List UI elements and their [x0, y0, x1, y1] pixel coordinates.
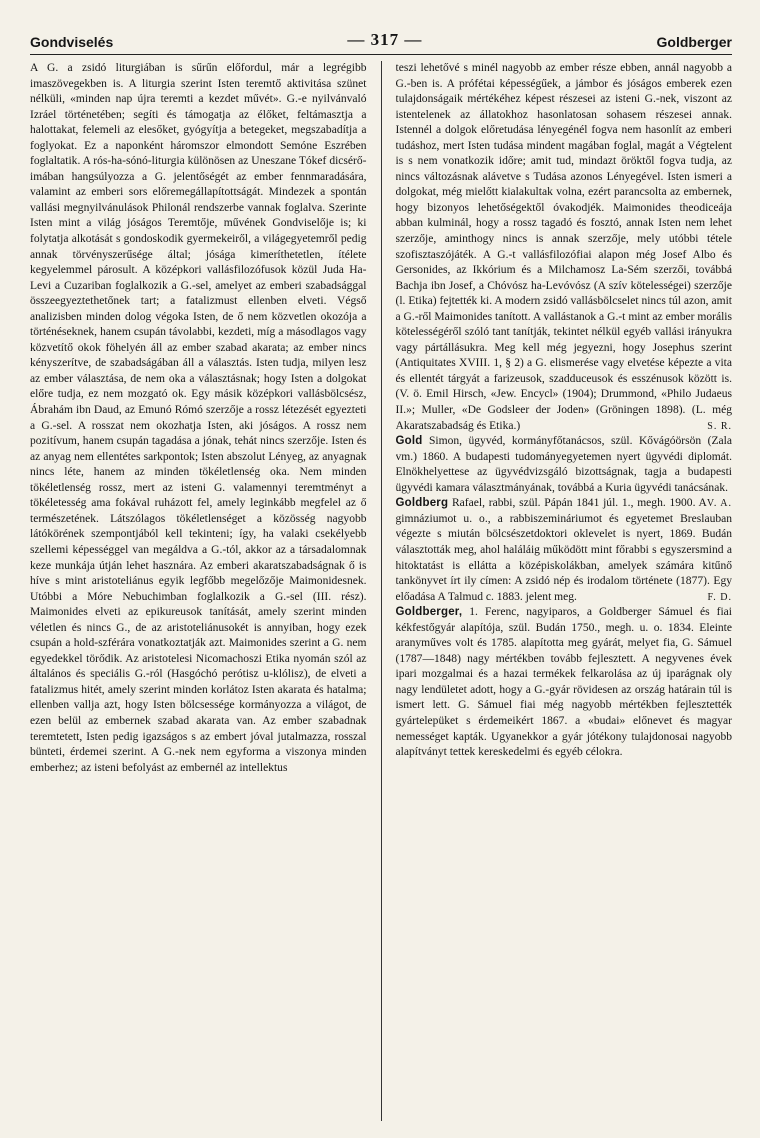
author-signature: S. R. [707, 420, 733, 432]
header-left-headword: Gondviselés [30, 34, 114, 50]
author-signature: V. A. [706, 498, 733, 510]
entry-text: Simon, ügyvéd, kormányfőtanácsos, szül. Kővágóörsön (Zala vm.) 1860. A budapesti tudományegyetemen nyert ügyvédi diplomát. Elnökhelyettese az ügyvédvizsgáló bizottságnak, tagja a budapesti ügyvédi kamara választmányának, továbbá a Kuria ügyvédi tanácsának. [395, 435, 733, 494]
right-column [396, 61, 733, 1121]
paragraph-text: teszi lehetővé s minél nagyobb az ember része ebben, annál nagyobb a G.-ben is. A prófétai képességűek, a jámbor és jóságos emberek ezen tulajdonságaik mértékéhez képest részesei az isteni G.-nek, viszont az istentelenek az állatokhoz hasonlatosan sohasem részesei annak. Istennél a dolgok előretudása lényegénél fogva nem hasonlít az emberi tudáshoz, mert Isten tudása mindent magában foglal, magát a Végtelent is s nem vonatkozik időre; amit tud, mindazt öröktől fogva tudja, az nincs változásnak alávetve s Tudása azonos Lényegével. Isten ismeri a dolgokat, még mielőtt kialakultak volna, ezért parancsolta az embernek, hogy bizonyos lehetőségektől óvakodjék. Maimonides theodiceája abban kulminál, hogy a rossz tagadó és fosztó, annak Isten nem lehet szerzője, aminthogy nincs is annak szerzője, mely utóbbi tétele szofisztaszójáték. A G.-t vallásfilozófiai alapon még Josef Albo és Gersonides, az Ikkórium és a Milchamosz La-Sém szerzői, továbbá Bachja ibn Josef, a Chóvósz ha-Levóvósz (A szív kötelességei) szerzője (l. Etika) fejtették ki. A modern zsidó vallásbölcselet nincs túl azon, amit a G.-ről Maimonides tanított. A vallástanok a G.-t mint az ember morális kötelességéről szóló tant tanítják, tekintet nélkül egyéb vallási irányukra vagy pártállásukra. Meg kell még jegyezni, hogy Josephus szerint (Antiquitates XVIII. 1, § 2) a G. elismerése vagy elvetése képezte a vita és ellentét tárgyát a farizeusok, szadduceusok és esszénusok között is. (V. ö. Emil Hirsch, «Jew. Encycl» (1904); Drummond, «Philo Judaeus II.»; Muller, «De Godsleer der Joden» (Gröningen 1898). (L. még Akaratszabadság és Etika.) [395, 62, 733, 432]
text-columns [30, 61, 732, 1121]
header-rule [30, 54, 732, 55]
left-column-text: A G. a zsidó liturgiában is sűrűn előfordul, már a legrégibb imaszövegekben is. A liturgia szerint Isten teremtő aktivitása szünet nélküli, «minden nap újra teremti a kezdet művét». G.-e nyilvánvaló Izráel történetében; segíti és támogatja az élőket, feltámasztja a halottakat, felemeli az elesőket, gyógyítja a betegeket, megszabadítja a foglyokat. Ez a naponként háromszor elmondott Semóne Eszrében foglaltatik. A rós-ha-sónó-liturgia különösen az Uneszane Tókef dicsérő-imában hangsúlyozza a G. jelentőségét az ember fennmaradására, valamint az emberi sors előremegállapítottságát. Mindezek a spontán vallási megnyilvánulások Philonál rendszerbe vannak foglalva. Szerinte Isten mint a világ jóságos Teremtője, művének Gondviselője is; ki folytatja alkotását s gondoskodik gyermekeiről, a világegyetemről pedig annak törvényszerűsége által; jósága kimeríthetetlen, ítélete kegyelemmel párosult. A középkori vallásfilozófusok közül Juda Ha-Levi a Cuzariban foglalkozik a G.-sel, amelyet az emberi szabadsággal összeegyeztethetőnek tart; a fatalizmust ellenben elveti. Végső analizisben minden dolog végoka Isten, de ő nem közvetlen okozója a történéseknek, hanem csupán távolabbi, kezdeti, míg a másodlagos vagy közvetítő okok föhelyén áll az ember szabad akarata; az ember nincs kényszerítve, de szabadságában áll a választás. Isten tudja, milyen lesz az ember választása, de nem oka a választásnak; hogy Isten a dolgokat előre tudja, ez nem mozgató ok. Egy másik középkori vallásbölcsész, Ábrahám ibn Daud, az Emunó Rómó szerzője a rossz létezését egyezteti a G.-sel. A rosszat nem okozhatja Isten, aki jóságos. A rossz nem pozitívum, hanem csupán tagadása a jónak, tehát nincs szerzője. Isten és az anyag nem ellentétes sarkpontok; Isten abszolut Lényeg, az anyagnak nincs léte, hanem az minden tökéletlenség oka. Nem minden tökéletlenség rossz, mert az isteni G. valamennyi teremtményt a tökéletesség ama fokával ruházott fel, amely leginkább megfelel az ő természetének. Látszólagos tökéletlenséget a közösség nagyobb látókörének szempontjából kell tekinteni; így, ha valaki csekélyebb szellemi képességgel van megáldva a G.-tól, akkor az a társadalomnak keze munkája útján lehet hasznára. Az emberi akaratszabadságnak ő is híve s mint aristoteliánus egyik legfőbb megelőzője Maimonidesnek. Utóbbi a Móre Nebuchimban foglalkozik a G.-sel (III. rész). Maimonides elveti az epikureusok tanítását, amely szerint minden véletlen és nincs G., de az aristoteliánusokét is annyiban, hogy ezek csupán a hold-szférára vonatkoztatják azt. Maimonides szerint a G. nem egyedekkel törődik. Az aristotelesi Nicomachoszi Etika nyomán szól az általános és speciális G.-ról (Hasgóchó perótisz u-klólisz), de elveti a fatalizmus hitét, amely szerint minden korlátoz Isten akarata és hatalma; ellenben vallja azt, hogy Isten bölcsessége kormányozza a világot, de ezen belül az embernek szabad akarata van. Az ember szabadnak teremtetett, Isten pedig igazságos s az embert jóval jutalmazza, rosszal bünteti, érdemei szerint. A G.-nek nem egyforma a viszonya minden emberhez; az isteni befolyást az embernél az intellektus [30, 62, 367, 774]
author-signature: F. D. [707, 591, 733, 603]
running-header [30, 28, 732, 50]
left-column [30, 61, 367, 1121]
entry-goldberger [396, 605, 733, 760]
entry-text: Rafael, rabbi, szül. Pápán 1841 júl. 1., megh. 1900. A gimnáziumot u. o., a rabbiszemináriumot és egyetemet Breslauban végezte s miután bölcsészetdoktori oklevelet is nyert, 1869. Budán választották meg, ahol haláláig működött mint főrabbi s egyszersmind a hitoktatást is ellátta a középiskolákban, amelyek számára kitűnő tankönyvet írt ily címen: A zsidó nép és irodalom története (1877). Egy előadása A Talmud c. 1883. jelent meg. [395, 497, 733, 603]
header-right-headword: Goldberger [656, 34, 732, 50]
page-number: — 317 — [347, 30, 423, 49]
entry-goldberg [396, 496, 733, 605]
entry-text: 1. Ferenc, nagyiparos, a Goldberger Sámuel és fiai kékfestőgyár alapítója, szül. Budán 1750., megh. u. o. 1834. Eleinte aranyműves volt és 1785. alapította meg gyárát, melyet fia, G. Sámuel (1787—1848) nagy mértékben tovább fejlesztett. A negyvenes évek ipari mozgalmai és a hazai termékek felkarolása az új iparágnak oly nagy lendületet adott, hogy a G.-gyár rövidesen az ország határain túl is ismert lett. G. Sámuel fiai még nagyobb mértékben fejlesztették gyártelepüket s érdemeikért 1867. a «budai» előnevet és magyar nemességet kapták. Ugyanekkor a gyár jótékony tulajdonosai nagyobb alapítványt tettek kereskedelmi és egyéb célokra. [395, 606, 733, 759]
entry-lemma: Goldberg [395, 497, 449, 510]
entry-lemma: Goldberger, [395, 606, 463, 619]
paragraph-gondviseles-end [396, 61, 733, 434]
column-separator [381, 61, 382, 1121]
entry-lemma: Gold [395, 435, 423, 448]
